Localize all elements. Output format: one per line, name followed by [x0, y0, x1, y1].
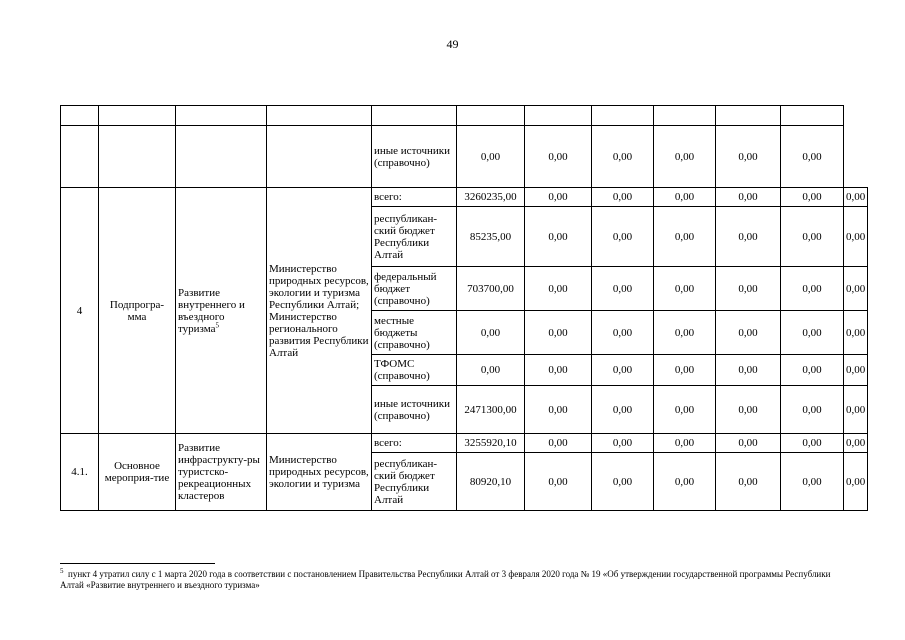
value-cell: 0,00 [716, 386, 781, 434]
footnote-marker: 5 [60, 567, 64, 575]
total-cell: 3255920,10 [457, 434, 525, 453]
item-name [176, 188, 267, 434]
source-cell: всего: [372, 188, 457, 207]
empty-cell [525, 106, 592, 126]
value-cell: 0,00 [525, 355, 592, 386]
item-executors: Министерство природных ресурсов, экологии и туризма Республики Алтай; Министерство регионального развития Республики Алтай [267, 188, 372, 434]
page-number: 49 [446, 37, 459, 51]
empty-cell [99, 106, 176, 126]
table-row [61, 434, 868, 453]
value-cell: 0,00 [592, 207, 654, 267]
value-cell: 0,00 [716, 355, 781, 386]
total-cell: 0,00 [457, 355, 525, 386]
value-cell: 0,00 [716, 311, 781, 355]
value-cell: 0,00 [781, 453, 844, 511]
value-cell: 0,00 [844, 453, 868, 511]
value-cell: 0,00 [844, 386, 868, 434]
source-cell: федеральный бюджет (справочно) [372, 267, 457, 311]
source-cell: ТФОМС (справочно) [372, 355, 457, 386]
value-cell: 0,00 [716, 267, 781, 311]
value-cell: 0,00 [592, 267, 654, 311]
item-name-text: Развитие внутреннего и въездного туризма [178, 286, 245, 335]
value-cell: 0,00 [654, 267, 716, 311]
empty-cell [592, 106, 654, 126]
item-executors: Министерство природных ресурсов, экологии и туризма [267, 434, 372, 511]
value-cell: 0,00 [781, 434, 844, 453]
source-cell: всего: [372, 434, 457, 453]
value-cell: 0,00 [654, 453, 716, 511]
total-cell: 3260235,00 [457, 188, 525, 207]
value-cell: 0,00 [844, 207, 868, 267]
total-cell: 2471300,00 [457, 386, 525, 434]
empty-cell [267, 106, 372, 126]
footnote-text: пункт 4 утратил силу с 1 марта 2020 года в соответствии с постановлением Правительства Республики Алтай от 3 февраля 2020 года № 19 «Об утверждении государственной программы Республики Алтай «Развитие внутреннего и въездного туризма» [60, 569, 831, 590]
value-cell: 0,00 [592, 188, 654, 207]
value-cell: 0,00 [525, 434, 592, 453]
empty-cell [781, 106, 844, 126]
footnote-divider [60, 563, 215, 564]
value-cell: 0,00 [525, 386, 592, 434]
total-cell: 85235,00 [457, 207, 525, 267]
value-cell: 0,00 [781, 126, 844, 188]
value-cell: 0,00 [844, 434, 868, 453]
empty-cell [716, 106, 781, 126]
source-cell: республикан-ский бюджет Республики Алтай [372, 207, 457, 267]
header-spacer-row [61, 106, 868, 126]
item-name: Развитие инфраструкту-ры туристско-рекреационных кластеров [176, 434, 267, 511]
value-cell: 0,00 [844, 267, 868, 311]
empty-cell [61, 126, 99, 188]
value-cell: 0,00 [654, 188, 716, 207]
value-cell: 0,00 [525, 188, 592, 207]
value-cell: 0,00 [525, 207, 592, 267]
value-cell: 0,00 [781, 267, 844, 311]
empty-cell [61, 106, 99, 126]
empty-cell [176, 106, 267, 126]
source-cell: иные источники (справочно) [372, 126, 457, 188]
item-kind: Подпрогра-мма [99, 188, 176, 434]
item-number: 4 [61, 188, 99, 434]
total-cell: 0,00 [457, 311, 525, 355]
value-cell: 0,00 [592, 355, 654, 386]
empty-cell [99, 126, 176, 188]
value-cell: 0,00 [654, 207, 716, 267]
total-cell: 80920,10 [457, 453, 525, 511]
empty-cell [457, 106, 525, 126]
total-cell: 703700,00 [457, 267, 525, 311]
empty-cell [372, 106, 457, 126]
value-cell: 0,00 [654, 126, 716, 188]
value-cell: 0,00 [716, 207, 781, 267]
value-cell: 0,00 [654, 434, 716, 453]
table-row [61, 126, 868, 188]
value-cell: 0,00 [592, 386, 654, 434]
value-cell: 0,00 [781, 188, 844, 207]
footnote-reference: 5 [215, 320, 220, 329]
source-cell: республикан-ский бюджет Республики Алтай [372, 453, 457, 511]
value-cell: 0,00 [654, 386, 716, 434]
source-cell: местные бюджеты (справочно) [372, 311, 457, 355]
empty-cell [654, 106, 716, 126]
value-cell: 0,00 [525, 311, 592, 355]
footnote [60, 569, 840, 591]
value-cell: 0,00 [716, 453, 781, 511]
value-cell: 0,00 [654, 355, 716, 386]
value-cell: 0,00 [592, 453, 654, 511]
budget-table [60, 105, 868, 511]
value-cell: 0,00 [844, 355, 868, 386]
table-row [61, 188, 868, 207]
value-cell: 0,00 [592, 434, 654, 453]
empty-cell [267, 126, 372, 188]
value-cell: 0,00 [781, 386, 844, 434]
value-cell: 0,00 [654, 311, 716, 355]
value-cell: 0,00 [716, 434, 781, 453]
value-cell: 0,00 [844, 311, 868, 355]
value-cell: 0,00 [781, 355, 844, 386]
value-cell: 0,00 [844, 188, 868, 207]
item-number: 4.1. [61, 434, 99, 511]
value-cell: 0,00 [716, 188, 781, 207]
value-cell: 0,00 [781, 207, 844, 267]
source-cell: иные источники (справочно) [372, 386, 457, 434]
empty-cell [176, 126, 267, 188]
value-cell: 0,00 [525, 126, 592, 188]
value-cell: 0,00 [525, 267, 592, 311]
item-kind: Основное мероприя-тие [99, 434, 176, 511]
value-cell: 0,00 [592, 311, 654, 355]
value-cell: 0,00 [781, 311, 844, 355]
value-cell: 0,00 [525, 453, 592, 511]
value-cell: 0,00 [457, 126, 525, 188]
value-cell: 0,00 [716, 126, 781, 188]
value-cell: 0,00 [592, 126, 654, 188]
